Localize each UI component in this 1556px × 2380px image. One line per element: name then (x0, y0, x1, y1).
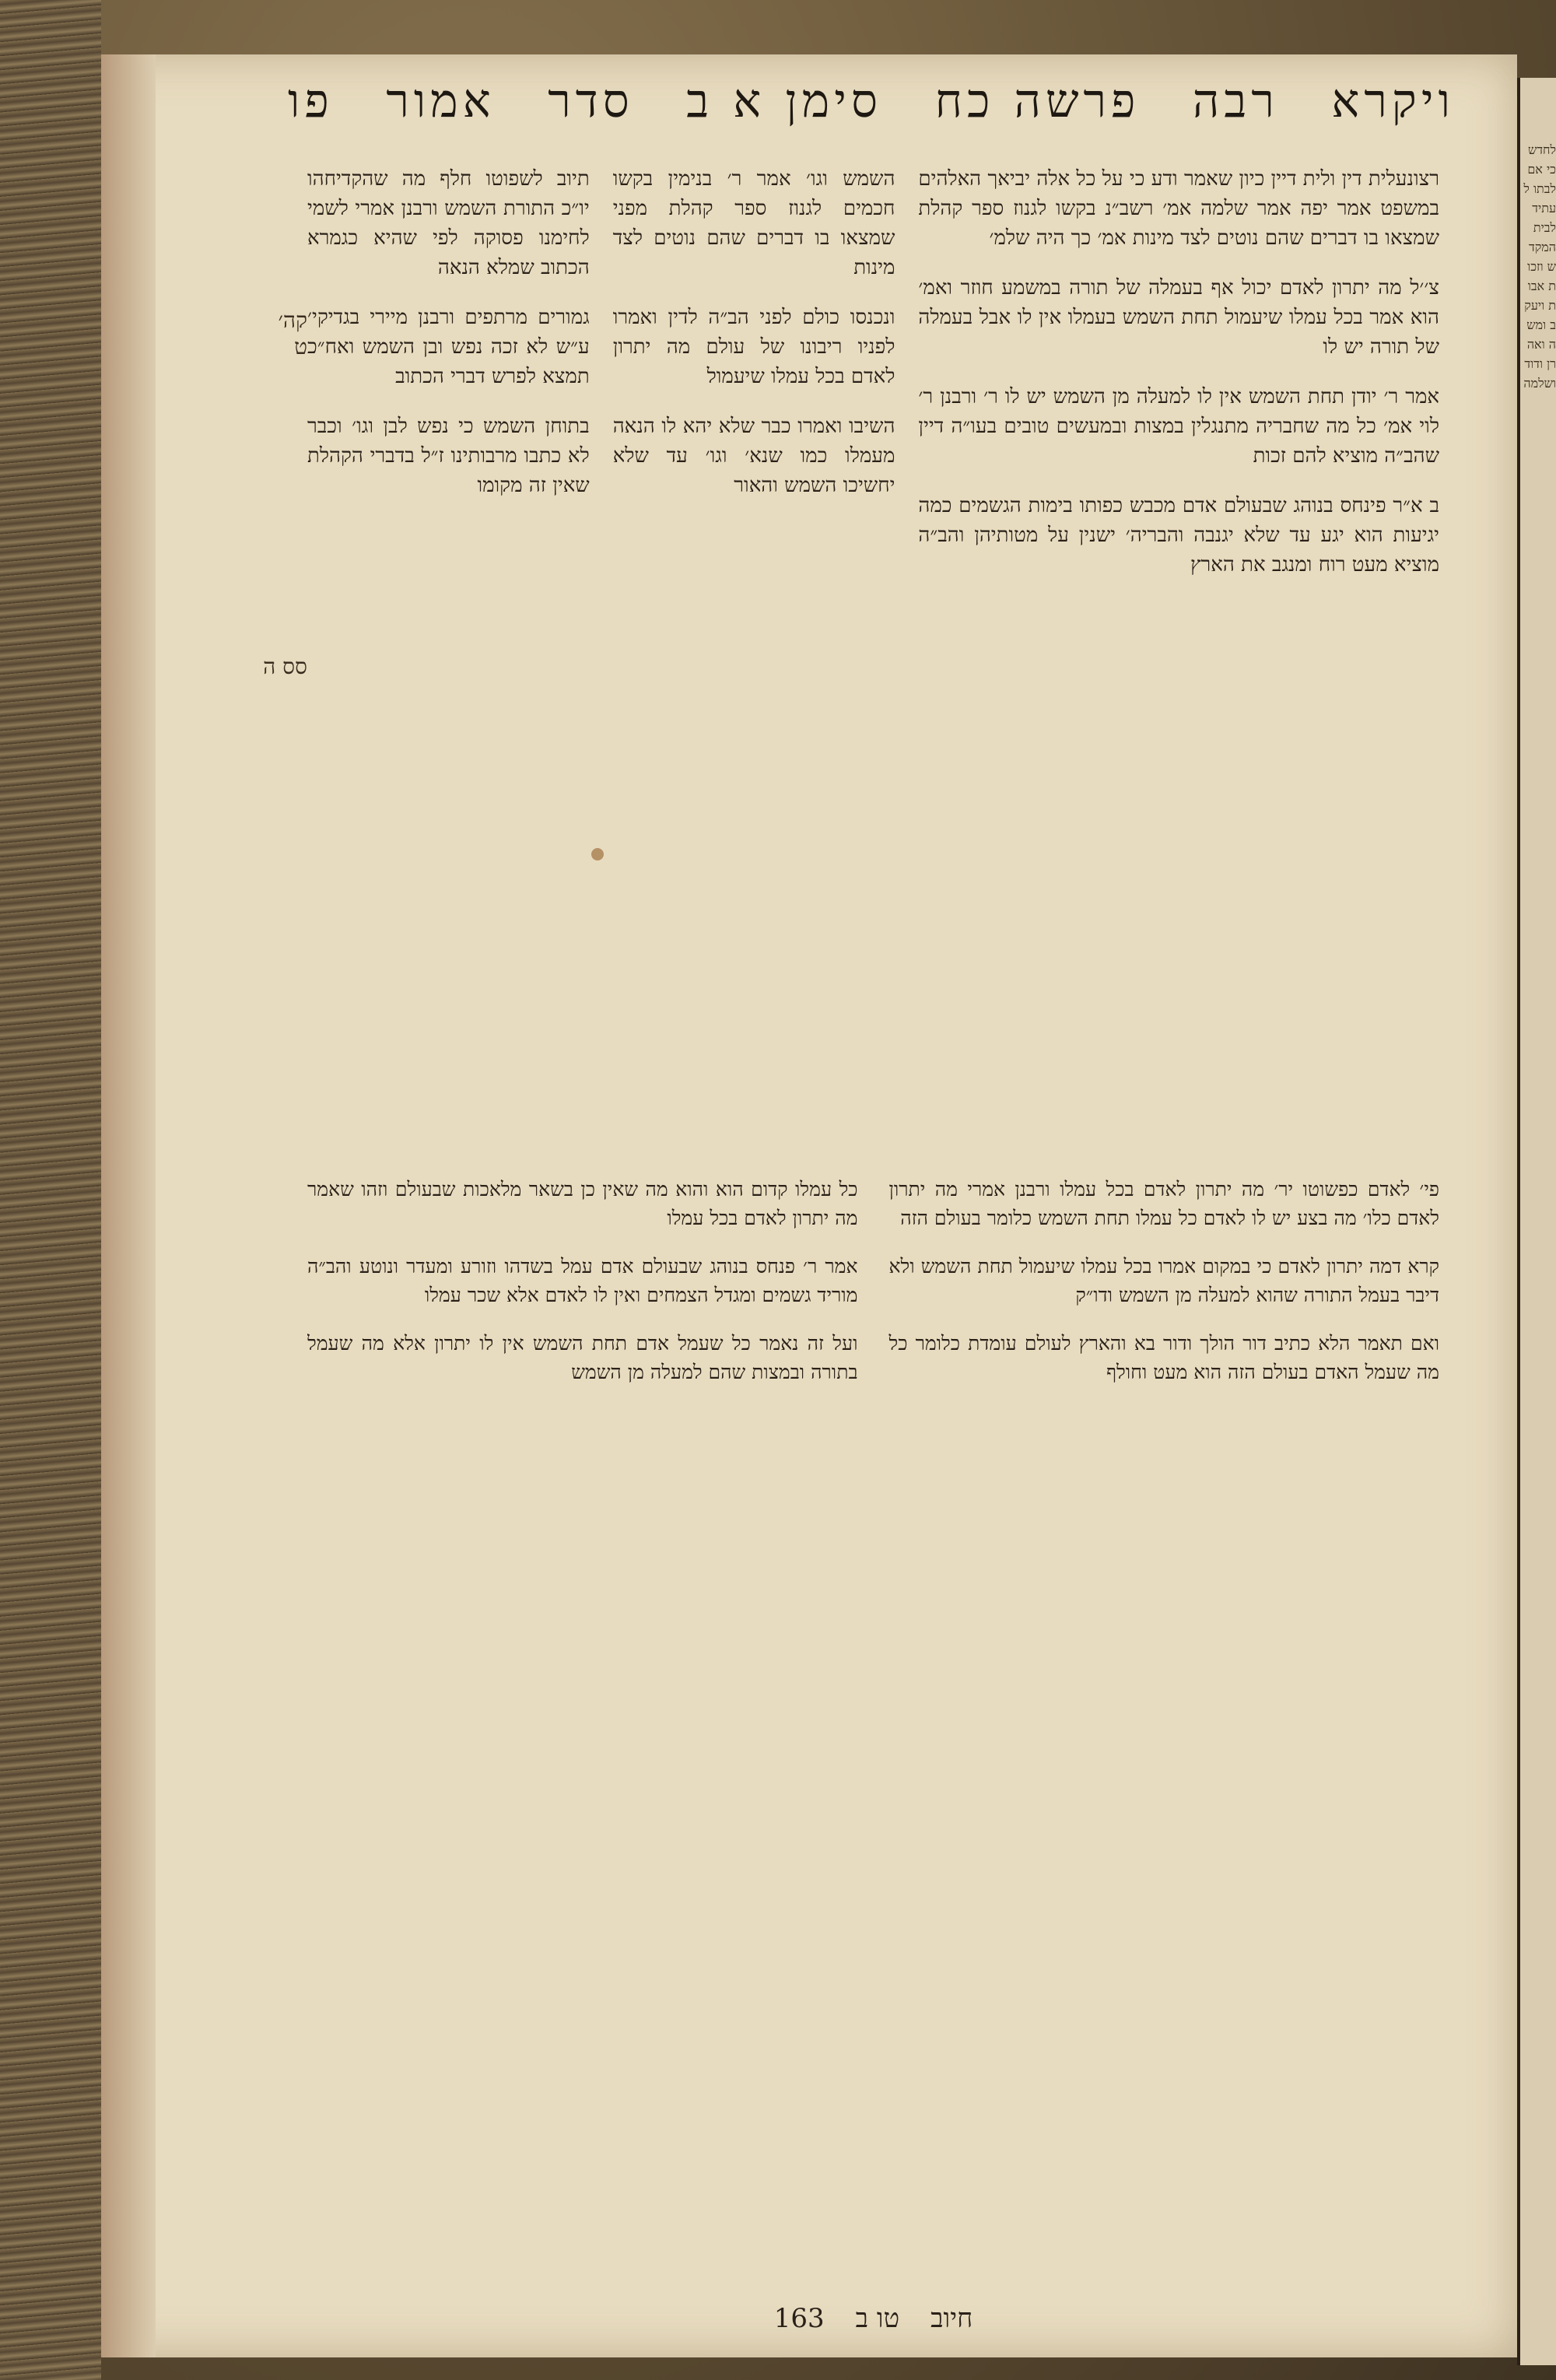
header-page-number: פו (288, 74, 334, 128)
header-seder: סדר (548, 74, 634, 128)
facing-page-edge (1517, 78, 1556, 2365)
footer-catchword: חיוב (930, 2303, 973, 2334)
lower-paragraph: אמר ר׳ פנחס בנוהג שבעולם אדם עמל בשדהו וזורע ומעדר ונוטע והב״ה מוריד גשמים ומגדל הצמחים ואין לו לאדם אלא שכר עמלו (307, 1255, 858, 1306)
book-spine (0, 0, 101, 2380)
lower-paragraph: פי׳ לאדם כפשוטו יר׳ מה יתרון לאדם בכל עמלו ורבנן אמרי מה יתרון לאדם כלו׳ מה בצע יש לו לאדם כל עמלו תחת השמש כלומר בעולם הזה (888, 1178, 1439, 1229)
facing-page-text: לחדש כי אם לבתו לעתיד לבית המקדש וזכות אבות ויעקב ומשה ואהרן ודוד ושלמה (1523, 142, 1556, 391)
footer-signature-mark: טו ב (855, 2303, 900, 2334)
commentary-paragraph: גמורים מרתפים ורבנן מיירי בגדיקי׳ ע״ש לא זכה נפש ובן השמש ואח״כ תמצא לפרש דברי הכתוב (307, 306, 590, 388)
lower-paragraph: ועל זה נאמר כל שעמל אדם תחת השמש אין לו יתרון אלא מה שעמל בתורה ובמצות שהם למעלה מן השמש (307, 1332, 858, 1383)
middle-paragraph: ונכנסו כולם לפני הב״ה לדין ואמרו לפניו ריבונו של עולם מה יתרון לאדם בכל עמלו שיעמול (612, 306, 895, 388)
commentary-paragraph: בתוחן השמש כי נפש לבן וגו׳ וכבר לא כתבו מרבותינו ז״ל בדברי הקהלת שאין זה מקומו (307, 415, 590, 497)
header-book: ויקרא (1331, 74, 1455, 128)
header-rabba: רבה (1192, 74, 1279, 128)
lower-commentary-left (307, 1155, 858, 1406)
middle-text-column (613, 144, 895, 1148)
margin-note-2: סס ה (263, 654, 307, 679)
footer-signature-number: 163 (773, 2303, 825, 2334)
commentary-paragraph: תיוב לשפוטו חלף מה שהקדיחהו יו״כ התורת השמש ורבנן אמרי לשמי לחימנו פסוקה לפי שהיא כגמרא הכתוב שמלא הנאה (307, 167, 590, 279)
middle-paragraph: השמש וגו׳ אמר ר׳ בנימין בקשו חכמים לגנוז ספר קהלת מפני שמצאו בו דברים שהם נוטים לצד מינות (612, 167, 895, 279)
main-paragraph: צ׳׳ל מה יתרון לאדם יכול אף בעמלה של תורה במשמע חוזר ואמ׳ הוא אמר בכל עמלו שיעמול תחת השמש בעמלו אין לו אבל בעמלה של תורה יש לו (918, 276, 1439, 359)
margin-note-1: קה׳ ט (278, 307, 307, 359)
page-footer (307, 2303, 1439, 2342)
lower-paragraph: ואם תאמר הלא כתיב דור הולך ודור בא והארץ לעולם עומדת כלומר כל מה שעמל האדם בעולם הזה הוא מעט וחולף (888, 1332, 1439, 1383)
main-text-column (918, 144, 1439, 1148)
lower-commentary-right (889, 1155, 1440, 1406)
header-siman: סימן א ב (686, 74, 883, 128)
main-paragraph: ב א״ר פינחס בנוהג שבעולם אדם מכבש כפותו בימות הגשמים כמה יגיעות הוא יגע עד שלא יגנבה והבריה׳ ישנין על מטותיהן והב״ה מוציא מעט רוח ומנגב את הארץ (918, 494, 1439, 577)
lower-paragraph: קרא דמה יתרון לאדם כי במקום אמרו בכל עמלו שיעמול תחת השמש ולא דיבר בעמל התורה שהוא למעלה מן השמש ודו״ק (888, 1255, 1439, 1306)
page-gutter (101, 54, 156, 2357)
header-parasha: פרשה כח (934, 74, 1141, 128)
lower-paragraph: כל עמלו קדום הוא והוא מה שאין כן בשאר מלאכות שבעולם וזהו שאמר מה יתרון לאדם בכל עמלו (307, 1178, 858, 1229)
commentary-column (307, 144, 590, 1148)
lower-commentary (307, 1155, 1439, 2299)
upper-text-columns (307, 144, 1439, 1148)
middle-paragraph: השיבו ואמרו כבר שלא יהא לו הנאה מעמלו כמו שנא׳ וגו׳ עד שלא יחשיכו השמש והאור (612, 415, 895, 497)
running-header (288, 70, 1455, 132)
main-paragraph: רצונעלית דין ולית דיין כיון שאמר ודע כי על כל אלה יביאך האלהים במשפט אמר יפה אמר שלמה אמ׳ רשב״נ בקשו לגנוז ספר קהלת שמצאו בו דברים שהם נוטים לצד מינות אמ׳ כך היה שלמ׳ (918, 167, 1439, 250)
header-seder-name: אמור (386, 74, 496, 128)
main-paragraph: אמר ר׳ יודן תחת השמש אין לו למעלה מן השמש יש לו ר׳ ורבנן ר׳ לוי אמ׳ כל מה שחבריה מתנגלין במצות ובמעשים טובים בעו״ה דיין שהב״ה מוציא להם זכות (918, 385, 1439, 468)
paper-stain (591, 848, 604, 861)
